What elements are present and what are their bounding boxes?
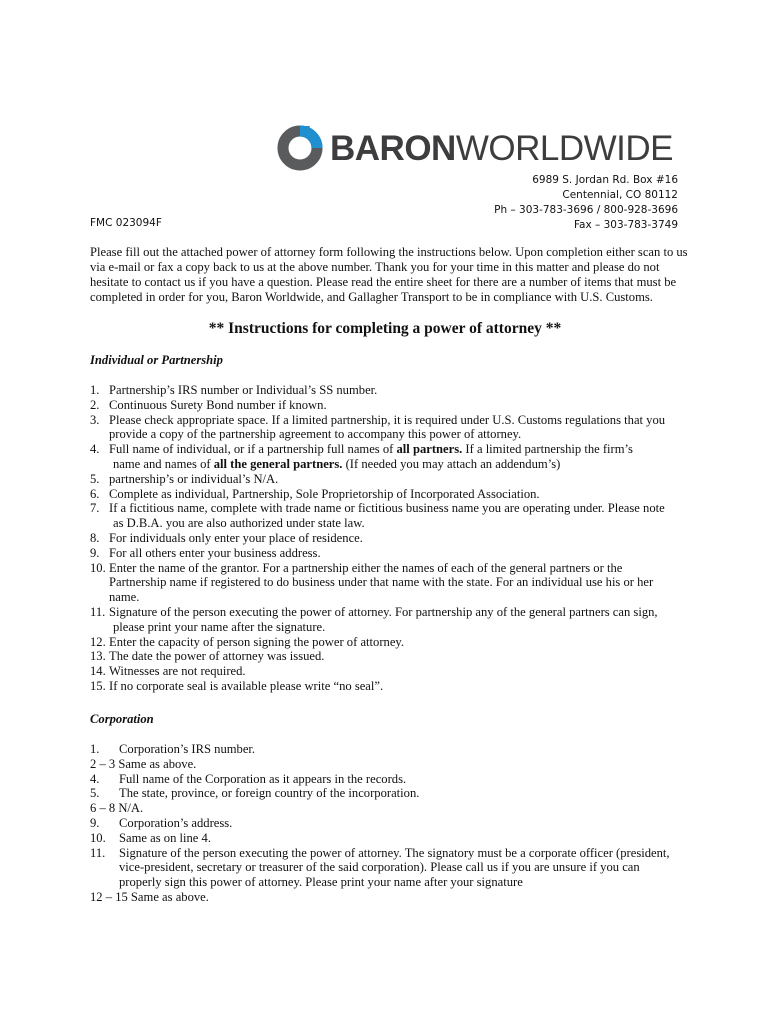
item-text: Corporation’s IRS number. bbox=[119, 742, 256, 756]
item-continuation: please print your name after the signature. bbox=[113, 619, 326, 634]
item-text: Enter the name of the grantor. For a partnership either the names of each of the general partners or the bbox=[109, 560, 623, 575]
list-item bbox=[90, 383, 690, 398]
item-text: If no corporate seal is available please write “no seal”. bbox=[109, 678, 384, 693]
item-number: 4. bbox=[90, 771, 100, 786]
item-number: 7. bbox=[90, 501, 100, 516]
list-item bbox=[90, 649, 690, 664]
item-number: 9. bbox=[90, 815, 100, 830]
list-item bbox=[90, 487, 690, 502]
item-number: 5. bbox=[90, 471, 100, 486]
item-text: Enter the capacity of person signing the power of attorney. bbox=[109, 634, 405, 649]
item-number: 1. bbox=[90, 383, 100, 397]
section-heading-corporation: Corporation bbox=[90, 712, 154, 726]
item-continuation: vice-president, secretary or treasurer of the said corporation). Please call us if you are unsure if you can bbox=[119, 860, 640, 875]
item-text: The date the power of attorney was issued. bbox=[109, 649, 325, 664]
list-item bbox=[90, 772, 690, 787]
item-number: 1. bbox=[90, 742, 100, 756]
list-item bbox=[90, 846, 690, 861]
item-number: 11. bbox=[90, 845, 106, 860]
list-item: 12 – 15 Same as above. bbox=[90, 889, 209, 904]
phone-line: Ph – 303-783-3696 / 800-928-3696 bbox=[494, 204, 678, 216]
list-item bbox=[90, 635, 690, 650]
section-heading-individual: Individual or Partnership bbox=[90, 353, 223, 367]
fmc-number: FMC 023094F bbox=[90, 217, 162, 229]
item-text: The state, province, or foreign country of the incorporation. bbox=[119, 786, 420, 801]
list-item: 6 – 8 N/A. bbox=[90, 801, 144, 816]
list-item bbox=[90, 831, 690, 846]
list-item bbox=[90, 664, 690, 679]
brand-bold: BARON bbox=[330, 128, 456, 168]
item-text: Corporation’s address. bbox=[119, 815, 233, 830]
item-number: 13. bbox=[90, 649, 106, 664]
list-item bbox=[90, 472, 690, 487]
list-item bbox=[90, 413, 690, 428]
brand-wordmark bbox=[330, 128, 673, 168]
item-text: Please check appropriate space. If a limited partnership, it is required under U.S. Customs regulations that you bbox=[109, 412, 666, 427]
item-text: For individuals only enter your place of residence. bbox=[109, 530, 363, 545]
baron-worldwide-logo bbox=[276, 124, 673, 172]
item-continuation: Partnership name if registered to do business under that name with the state. For an individual use his or her bbox=[109, 575, 654, 590]
item-text-bold: all the general partners. bbox=[213, 456, 343, 471]
item-text-part: name and names of bbox=[113, 456, 214, 471]
item-continuation: provide a copy of the partnership agreement to accompany this power of attorney. bbox=[109, 427, 522, 442]
item-number: 5. bbox=[90, 786, 100, 801]
item-text: Complete as individual, Partnership, Sole Proprietorship of Incorporated Association. bbox=[109, 486, 540, 501]
intro-paragraph: Please fill out the attached power of attorney form following the instructions below. Upon completion either scan to us via e-mail or fax a copy back to us at the above number. Thank you for your time in this matter and please do not hesitate to contact us if you have a question. Please read the entire sheet for there are a number of items that must be completed in order for you, Baron Worldwide, and Gallagher Transport to be in compliance with U.S. Customs. bbox=[90, 245, 688, 304]
list-item bbox=[90, 561, 690, 576]
list-item bbox=[90, 605, 690, 620]
item-text: Signature of the person executing the power of attorney. The signatory must be a corporate officer (president, bbox=[119, 845, 670, 860]
item-number: 14. bbox=[90, 664, 106, 679]
page-title: ** Instructions for completing a power of attorney ** bbox=[208, 320, 562, 337]
list-item bbox=[90, 398, 690, 413]
item-text-part: (If needed you may attach an addendum’s) bbox=[342, 456, 561, 471]
item-number: 11. bbox=[90, 604, 106, 619]
item-text-part: If a limited partnership the firm’s bbox=[462, 442, 633, 457]
address-line: Centennial, CO 80112 bbox=[562, 189, 678, 201]
item-continuation bbox=[90, 457, 690, 472]
list-item bbox=[90, 786, 690, 801]
item-number: 10. bbox=[90, 560, 106, 575]
list-item bbox=[90, 816, 690, 831]
list-item bbox=[90, 531, 690, 546]
brand-light: WORLDWIDE bbox=[455, 128, 673, 168]
item-number: 15. bbox=[90, 678, 106, 693]
list-item bbox=[90, 442, 690, 457]
item-text: Partnership’s IRS number or Individual’s SS number. bbox=[109, 383, 378, 397]
list-item: 2 – 3 Same as above. bbox=[90, 756, 197, 771]
item-text: If a fictitious name, complete with trade name or fictitious business name you are operating under. Please note bbox=[109, 501, 665, 516]
corporation-instructions-list bbox=[90, 742, 690, 905]
individual-instructions-list bbox=[90, 383, 690, 694]
fax-line: Fax – 303-783-3749 bbox=[573, 219, 678, 231]
item-text: Continuous Surety Bond number if known. bbox=[109, 397, 327, 412]
item-number: 6. bbox=[90, 486, 100, 501]
list-item bbox=[90, 742, 690, 757]
item-continuation: as D.B.A. you are also authorized under state law. bbox=[113, 516, 365, 531]
item-number: 8. bbox=[90, 530, 100, 545]
address-line: 6989 S. Jordan Rd. Box #16 bbox=[532, 174, 678, 186]
item-continuation: properly sign this power of attorney. Please print your name after your signature bbox=[119, 875, 523, 890]
item-text-bold: all partners. bbox=[396, 442, 463, 457]
item-number: 9. bbox=[90, 545, 100, 560]
item-text bbox=[109, 442, 690, 457]
list-item bbox=[90, 501, 690, 516]
item-number: 3. bbox=[90, 412, 100, 427]
item-text: Same as on line 4. bbox=[119, 830, 211, 845]
list-item bbox=[90, 679, 690, 694]
item-text: Signature of the person executing the power of attorney. For partnership any of the general partners can sign, bbox=[109, 604, 658, 619]
item-text: partnership’s or individual’s N/A. bbox=[109, 471, 279, 486]
item-text: Witnesses are not required. bbox=[109, 664, 246, 679]
baron-logo-mark-icon bbox=[276, 124, 324, 172]
item-number: 4. bbox=[90, 442, 100, 457]
item-number: 2. bbox=[90, 397, 100, 412]
item-text: Full name of the Corporation as it appears in the records. bbox=[119, 771, 407, 786]
item-text-part: Full name of individual, or if a partnership full names of bbox=[109, 442, 397, 457]
item-number: 12. bbox=[90, 634, 106, 649]
list-item bbox=[90, 546, 690, 561]
item-text: For all others enter your business address. bbox=[109, 545, 321, 560]
item-number: 10. bbox=[90, 830, 106, 845]
company-address bbox=[494, 173, 678, 233]
item-continuation: name. bbox=[109, 590, 140, 605]
